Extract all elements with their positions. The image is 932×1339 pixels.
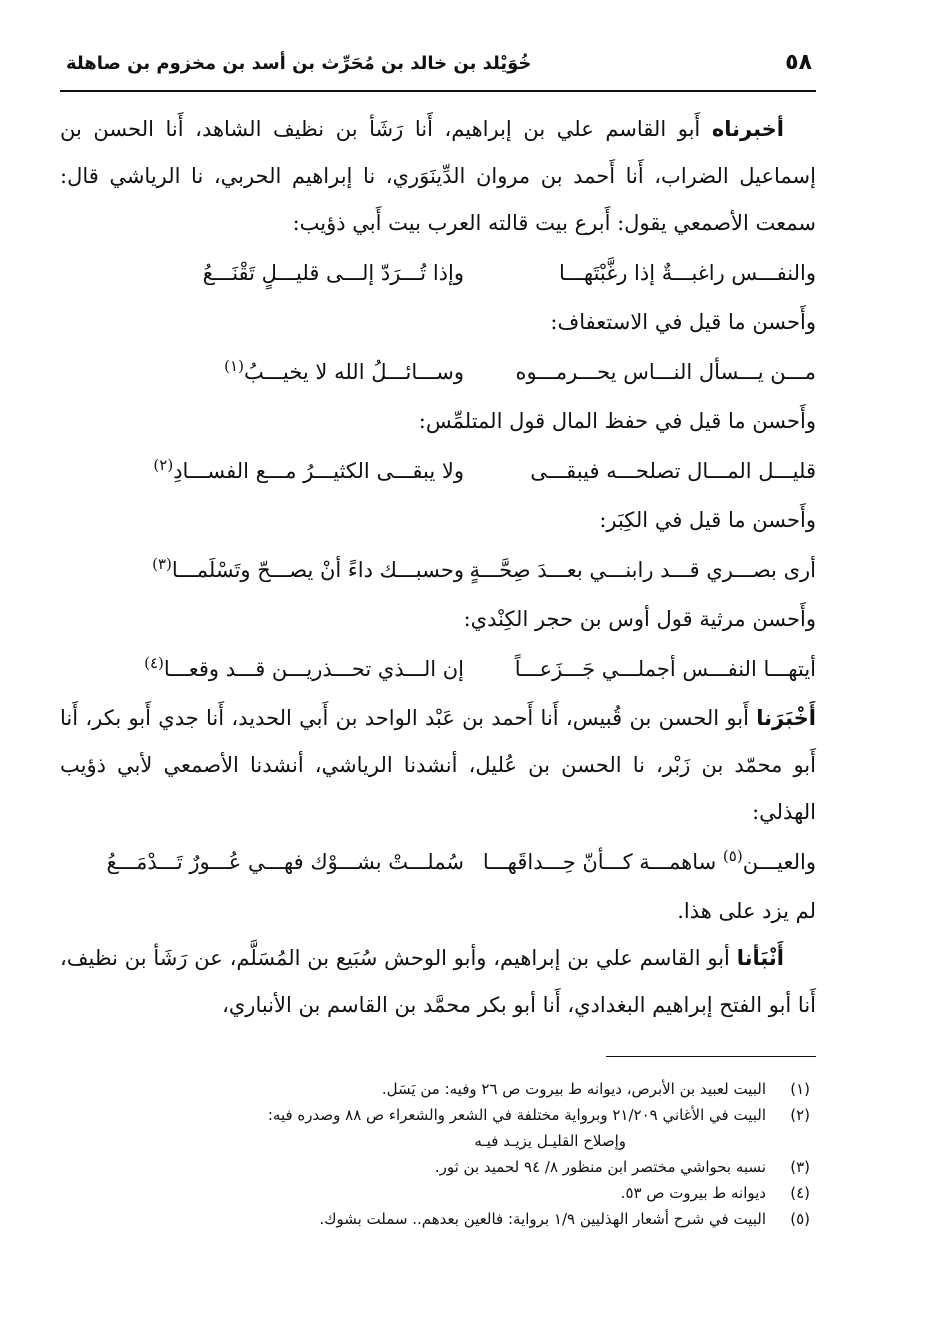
verse-text: والعيـــن xyxy=(742,850,816,874)
verse-second-hemistich: سُملـــتْ بشـــوْك فهـــي عُـــورٌ تَـــدْمَـــعُ xyxy=(106,850,464,874)
verse-first-hemistich: قليـــل المـــال تصلحـــه فيبقـــى xyxy=(530,459,816,483)
verse-6 xyxy=(60,836,816,888)
footnote-ref-5: (٥) xyxy=(722,847,743,865)
paragraph-lead-word: أخبرناه xyxy=(711,117,784,141)
paragraph-text: أبو القاسم علي بن إبراهيم، وأبو الوحش سُبَيع بن المُسَلَّم، عن رَشَأ بن نظيف، أَنا أبو الفتح إبراهيم البغدادي، أَنا أبو بكر محمَّد بن القاسم بن الأنباري، xyxy=(60,946,816,1017)
verse-5 xyxy=(60,643,816,695)
footnote-2-verse: وإصلاح القليـل يزيـد فيـه xyxy=(474,1132,626,1150)
verse-first-hemistich: مـــن يـــسأل النـــاس يحـــرمـــوه xyxy=(515,360,816,384)
page-number: ٥٨ xyxy=(785,50,812,75)
footnote-ref-3: (٣) xyxy=(152,555,172,573)
footnote-text: البيت في الأغاني ٢١/٢٠٩ وبرواية مختلفة في الشعر والشعراء ص ٨٨ وصدره فيه: xyxy=(267,1106,766,1124)
footnote-ref-2: (٢) xyxy=(153,456,174,474)
footnote-number: (١) xyxy=(790,1080,810,1098)
footnote-number: (٢) xyxy=(790,1106,810,1124)
footnote-2 xyxy=(60,1102,816,1128)
footnote-number: (٥) xyxy=(790,1210,810,1228)
footnote-number: (٤) xyxy=(790,1184,810,1202)
paragraph-text: أَبو الحسن بن قُبيس، أَنا أَحمد بن عَبْد الواحد بن أَبي الحديد، أَنا جدي أَبو بكر، أَنا أَبو محمّد بن زَبْر، نا الحسن بن عُليل، أنشدنا الرياشي، أنشدنا الأصمعي لأبي ذؤيب الهذلي: xyxy=(60,706,816,824)
footnote-text: البيت في شرح أشعار الهذليين ١/٩ برواية: فالعين بعدهم.. سملت بشوك. xyxy=(319,1210,766,1228)
footnote-4 xyxy=(60,1180,816,1206)
book-page xyxy=(60,50,816,1300)
paragraph-2: وأَحسن ما قيل في الاستعفاف: xyxy=(550,310,816,334)
paragraph-8 xyxy=(60,935,816,1029)
paragraph-6 xyxy=(60,695,816,836)
paragraph-4: وأَحسن ما قيل في الكِبَر: xyxy=(599,508,816,532)
verse-second-hemistich: وإذا تُـــرَدّ إلـــى قليـــلٍ تَقْنَـــعُ xyxy=(202,261,464,285)
verse-2 xyxy=(60,346,816,398)
paragraph-3: وأَحسن ما قيل في حفظ المال قول المتلمِّس: xyxy=(418,409,816,433)
verse-second-hemistich xyxy=(144,643,486,695)
verse-first-hemistich: أرى بصـــري قـــد رابنـــي بعـــدَ صِحَّـــةٍ xyxy=(469,558,816,582)
verse-text: ولا يبقـــى الكثيـــرُ مـــع الفســـادِ xyxy=(173,459,464,483)
footnote-1 xyxy=(60,1076,816,1102)
verse-first-hemistich xyxy=(482,836,816,888)
verse-text: ساهمـــة كـــأنّ حِـــداقَهـــا xyxy=(482,850,717,874)
verse-first-hemistich: أيتهـــا النفـــس أجملـــي جَـــزَعـــاً xyxy=(514,657,816,681)
verse-1 xyxy=(60,247,816,299)
footnote-text: نسبه بحواشي مختصر ابن منظور ٨/ ٩٤ لحميد بن ثور. xyxy=(434,1158,766,1176)
verse-first-hemistich: والنفـــس راغبـــةٌ إذا رغَّبْتَهـــا xyxy=(559,261,816,285)
footnote-ref-1: (١) xyxy=(224,357,244,375)
page-header xyxy=(60,50,816,92)
verse-second-hemistich xyxy=(152,544,486,596)
verse-4 xyxy=(60,544,816,596)
verse-text: وحسبـــك داءً أنْ يصـــحّ وتَسْلَمـــا xyxy=(171,558,464,582)
verse-text: إن الـــذي تحـــذريـــن قـــد وقعـــا xyxy=(163,657,464,681)
footnotes xyxy=(60,1076,816,1232)
paragraph-lead-word: أَخْبَرَنا xyxy=(756,706,816,730)
paragraph-7: لم يزد على هذا. xyxy=(677,899,816,923)
verse-second-hemistich xyxy=(224,346,486,398)
footnote-5 xyxy=(60,1206,816,1232)
footnote-ref-4: (٤) xyxy=(144,654,164,672)
footnote-text: البيت لعبيد بن الأبرص، ديوانه ط بيروت ص ٢٦ وفيه: من يَسَل. xyxy=(381,1080,766,1098)
verse-text: وســـائـــلُ الله لا يخيـــبُ xyxy=(243,360,464,384)
paragraph-5: وأَحسن مرثية قول أوس بن حجر الكِنْدي: xyxy=(463,607,816,631)
verse-second-hemistich xyxy=(153,445,486,497)
paragraph-1 xyxy=(60,106,816,247)
paragraph-text: أَبو القاسم علي بن إبراهيم، أَنا رَشَأ بن نظيف الشاهد، أَنا الحسن بن إسماعيل الضراب، أَنا أَحمد بن مروان الدِّينَوَري، نا إبراهيم الحربي، نا الرياشي قال: سمعت الأصمعي يقول: أَبرع بيت قالته العرب بيت أَبي ذؤيب: xyxy=(60,117,816,235)
footnote-number: (٣) xyxy=(790,1158,810,1176)
footnote-3 xyxy=(60,1154,816,1180)
footnote-text: ديوانه ط بيروت ص ٥٣. xyxy=(620,1184,766,1202)
running-head: خُوَيْلد بن خالد بن مُحَرِّث بن أسد بن مخزوم بن صاهلة xyxy=(66,53,532,74)
main-text xyxy=(60,106,816,1029)
verse-3 xyxy=(60,445,816,497)
paragraph-lead-word: أَنْبَأنا xyxy=(736,946,784,970)
footnote-divider xyxy=(606,1056,816,1057)
